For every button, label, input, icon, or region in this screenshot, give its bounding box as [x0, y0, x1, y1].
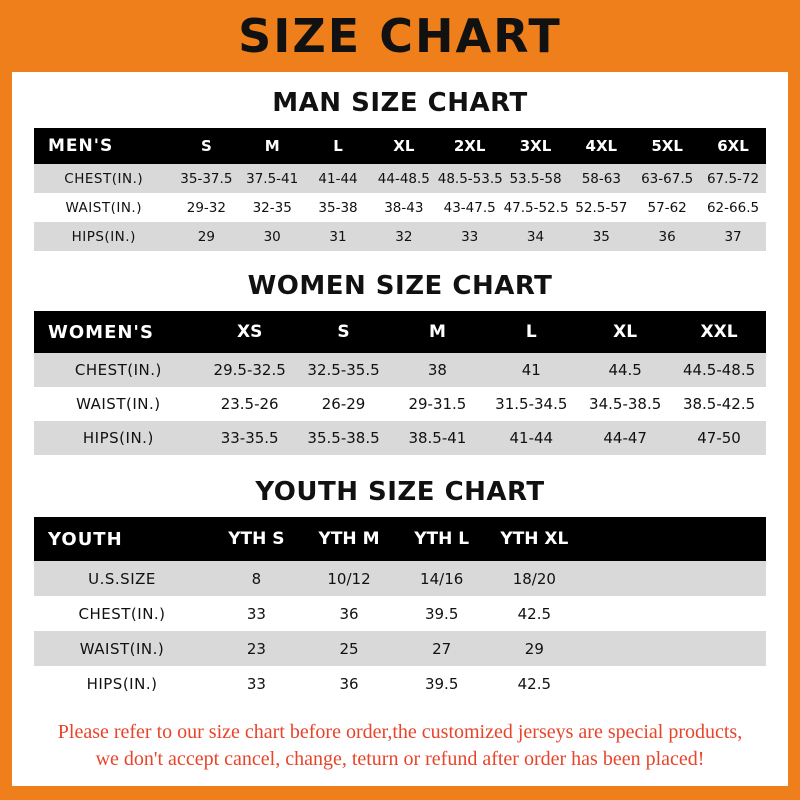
cell	[581, 561, 674, 596]
cell: 43-47.5	[437, 193, 503, 222]
row-label: CHEST(IN.)	[34, 164, 173, 193]
cell: 34.5-38.5	[578, 387, 672, 421]
table-header-row	[34, 311, 766, 353]
section-man	[34, 88, 766, 251]
cell: 31.5-34.5	[484, 387, 578, 421]
table-youth	[34, 517, 766, 701]
cell: 35-37.5	[173, 164, 239, 193]
section-women	[34, 271, 766, 455]
column-header: YTH L	[395, 517, 488, 561]
cell: 44.5	[578, 353, 672, 387]
cell: 57-62	[634, 193, 700, 222]
column-header: S	[297, 311, 391, 353]
cell: 10/12	[303, 561, 396, 596]
content	[12, 88, 788, 773]
cell: 35-38	[305, 193, 371, 222]
cell: 36	[303, 666, 396, 701]
cell	[581, 666, 674, 701]
cell: 29-32	[173, 193, 239, 222]
cell	[673, 596, 766, 631]
cell: 38.5-42.5	[672, 387, 766, 421]
row-label: WAIST(IN.)	[34, 387, 203, 421]
cell	[673, 631, 766, 666]
cell: 38	[390, 353, 484, 387]
column-header: YTH S	[210, 517, 303, 561]
table-row	[34, 164, 766, 193]
row-label: U.S.SIZE	[34, 561, 210, 596]
cell: 32	[371, 222, 437, 251]
table-row	[34, 666, 766, 701]
cell: 39.5	[395, 596, 488, 631]
column-header: YTH XL	[488, 517, 581, 561]
column-header	[673, 517, 766, 561]
section-title-women: WOMEN SIZE CHART	[247, 271, 553, 301]
cell: 35.5-38.5	[297, 421, 391, 455]
row-label: HIPS(IN.)	[34, 222, 173, 251]
cell: 63-67.5	[634, 164, 700, 193]
cell: 44-47	[578, 421, 672, 455]
table-row	[34, 561, 766, 596]
footer-note-line-1: Please refer to our size chart before order,the customized jerseys are special products,	[57, 721, 743, 743]
cell: 42.5	[488, 666, 581, 701]
row-label: WAIST(IN.)	[34, 193, 173, 222]
cell: 33	[210, 596, 303, 631]
cell: 37	[700, 222, 766, 251]
cell: 33	[210, 666, 303, 701]
cell: 52.5-57	[568, 193, 634, 222]
cell: 33	[437, 222, 503, 251]
column-header: XS	[203, 311, 297, 353]
column-header: L	[305, 128, 371, 164]
cell: 41-44	[305, 164, 371, 193]
cell: 14/16	[395, 561, 488, 596]
row-label: HIPS(IN.)	[34, 666, 210, 701]
cell: 18/20	[488, 561, 581, 596]
row-label: HIPS(IN.)	[34, 421, 203, 455]
cell: 53.5-58	[503, 164, 569, 193]
cell: 47-50	[672, 421, 766, 455]
column-header	[581, 517, 674, 561]
cell: 29	[488, 631, 581, 666]
table-row	[34, 596, 766, 631]
cell: 29.5-32.5	[203, 353, 297, 387]
cell: 41	[484, 353, 578, 387]
cell: 33-35.5	[203, 421, 297, 455]
table-header-row	[34, 128, 766, 164]
cell: 38-43	[371, 193, 437, 222]
column-header: 4XL	[568, 128, 634, 164]
cell	[673, 666, 766, 701]
table-row	[34, 387, 766, 421]
column-header: L	[484, 311, 578, 353]
column-header: 6XL	[700, 128, 766, 164]
cell: 29	[173, 222, 239, 251]
section-youth	[34, 477, 766, 701]
cell: 23	[210, 631, 303, 666]
column-header: M	[239, 128, 305, 164]
cell: 36	[303, 596, 396, 631]
table-man	[34, 128, 766, 251]
table-header-row	[34, 517, 766, 561]
cell	[673, 561, 766, 596]
cell: 62-66.5	[700, 193, 766, 222]
column-header: S	[173, 128, 239, 164]
cell: 58-63	[568, 164, 634, 193]
cell: 44.5-48.5	[672, 353, 766, 387]
footer-note-line-2: we don't accept cancel, change, teturn or refund after order has been placed!	[95, 748, 705, 770]
cell: 37.5-41	[239, 164, 305, 193]
cell: 44-48.5	[371, 164, 437, 193]
cell: 29-31.5	[390, 387, 484, 421]
column-header-rowlabel: MEN'S	[34, 128, 173, 164]
cell: 25	[303, 631, 396, 666]
cell	[581, 631, 674, 666]
cell: 41-44	[484, 421, 578, 455]
column-header-rowlabel: WOMEN'S	[34, 311, 203, 353]
cell: 35	[568, 222, 634, 251]
column-header-rowlabel: YOUTH	[34, 517, 210, 561]
cell: 67.5-72	[700, 164, 766, 193]
row-label: CHEST(IN.)	[34, 353, 203, 387]
cell: 38.5-41	[390, 421, 484, 455]
row-label: CHEST(IN.)	[34, 596, 210, 631]
column-header: 3XL	[503, 128, 569, 164]
table-women	[34, 311, 766, 455]
cell: 32-35	[239, 193, 305, 222]
footer-note	[34, 719, 766, 773]
column-header: XL	[371, 128, 437, 164]
cell: 26-29	[297, 387, 391, 421]
cell: 23.5-26	[203, 387, 297, 421]
column-header: 2XL	[437, 128, 503, 164]
section-title-youth: YOUTH SIZE CHART	[255, 477, 545, 507]
bottom-accent-bar	[0, 786, 800, 800]
page-title: SIZE CHART	[238, 9, 562, 63]
row-label: WAIST(IN.)	[34, 631, 210, 666]
cell: 34	[503, 222, 569, 251]
table-row	[34, 353, 766, 387]
table-row	[34, 222, 766, 251]
cell: 48.5-53.5	[437, 164, 503, 193]
cell: 8	[210, 561, 303, 596]
cell	[581, 596, 674, 631]
cell: 30	[239, 222, 305, 251]
column-header: XL	[578, 311, 672, 353]
column-header: XXL	[672, 311, 766, 353]
column-header: YTH M	[303, 517, 396, 561]
cell: 39.5	[395, 666, 488, 701]
cell: 27	[395, 631, 488, 666]
column-header: 5XL	[634, 128, 700, 164]
cell: 36	[634, 222, 700, 251]
table-row	[34, 631, 766, 666]
cell: 31	[305, 222, 371, 251]
section-title-man: MAN SIZE CHART	[272, 88, 528, 118]
table-row	[34, 421, 766, 455]
cell: 42.5	[488, 596, 581, 631]
cell: 47.5-52.5	[503, 193, 569, 222]
cell: 32.5-35.5	[297, 353, 391, 387]
table-row	[34, 193, 766, 222]
banner	[0, 0, 800, 72]
column-header: M	[390, 311, 484, 353]
